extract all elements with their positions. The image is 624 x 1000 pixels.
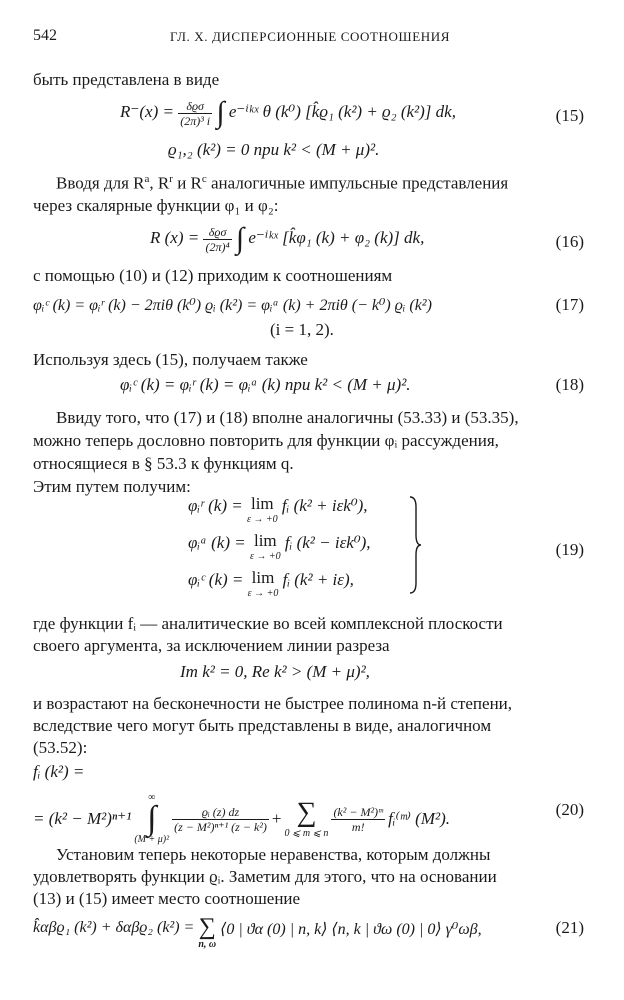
- integral-lower-limit: (M + μ)²: [134, 834, 170, 845]
- equation-15-condition: ϱ₁,₂ (k²) = 0 при k² < (M + μ)².: [168, 140, 380, 159]
- paragraph-line: удовлетворять функции ϱᵢ. Заметим для этого, что на основании: [33, 867, 497, 886]
- cut-line-condition: Im k² = 0, Re k² > (M + μ)²,: [180, 662, 370, 681]
- paragraph-line: Используя здесь (15), получаем также: [33, 350, 308, 369]
- equation-number-21: (21): [555, 918, 584, 937]
- integral-upper-limit: ∞: [148, 792, 156, 803]
- eq20-fraction-2: [331, 805, 385, 834]
- text-fragment: и R: [172, 173, 202, 193]
- equation-20: [33, 792, 450, 846]
- right-brace: [408, 495, 422, 595]
- paragraph-line: Установим теперь некоторые неравенства, которым должны: [56, 845, 491, 864]
- equation-15: [120, 96, 456, 130]
- paragraph-line: относящиеся в § 53.3 к функциям q.: [33, 454, 294, 473]
- text-fragment: , R: [149, 173, 170, 193]
- limit-operator: [247, 496, 278, 528]
- equation-number-18: (18): [555, 375, 584, 394]
- superscript: a: [144, 173, 150, 185]
- page-number: 542: [33, 27, 57, 44]
- superscript: c: [201, 173, 207, 185]
- sum-sign: ∑: [296, 797, 317, 828]
- eq16-fraction: [203, 225, 231, 254]
- eq15-frac-bottom: (2π)³ i: [180, 113, 211, 128]
- eq19-rhs: fᵢ (k² − iεk⁰),: [284, 533, 371, 552]
- eq19-rhs: fᵢ (k² + iεk⁰),: [281, 496, 368, 515]
- eq20-frac2-bottom: m!: [351, 819, 365, 834]
- equation-19-causal: [188, 570, 354, 602]
- lim-subscript: ε → +0: [246, 514, 278, 525]
- paragraph-line: [56, 173, 508, 194]
- eq19-lhs: φᵢᵃ (k) =: [188, 533, 246, 552]
- eq15-integrand: e⁻ⁱᵏˣ θ (k⁰) [k̂ϱ₁ (k²) + ϱ₂ (k²)] dk,: [228, 101, 456, 121]
- eq20-fraction-1: [172, 805, 269, 834]
- paragraph-line: можно теперь дословно повторить для функции φᵢ рассуждения,: [33, 431, 499, 450]
- equation-17: φᵢᶜ (k) = φᵢʳ (k) − 2πiθ (k⁰) ϱᵢ (k²) = φᵢᵃ (k) + 2πiθ (− k⁰) ϱᵢ (k²): [33, 297, 432, 314]
- lim-label: lim: [250, 494, 274, 513]
- superscript: r: [169, 173, 173, 185]
- paragraph-line: (13) и (15) имеет место соотношение: [33, 889, 301, 908]
- eq16-lhs: R (x) =: [150, 227, 200, 247]
- paragraph-line: вследствие чего могут быть представлены в виде, аналогичном: [33, 716, 492, 735]
- eq21-lhs: k̂αβϱ₁ (k²) + δαβϱ₂ (k²) =: [33, 919, 195, 936]
- integral-with-limits: [134, 792, 169, 846]
- paragraph-line: через скалярные функции φ₁ и φ₂:: [33, 196, 279, 215]
- lim-subscript: ε → +0: [249, 551, 281, 562]
- equation-20-lhs: fᵢ (k²) =: [33, 762, 85, 781]
- eq19-lhs: φᵢʳ (k) =: [188, 496, 243, 515]
- eq19-rhs: fᵢ (k² + iε),: [282, 570, 354, 589]
- integral-sign: ∫: [235, 222, 245, 255]
- paragraph-line: (53.52):: [33, 738, 88, 757]
- equation-number-15: (15): [555, 106, 584, 125]
- paragraph-line: своего аргумента, за исключением линии разреза: [33, 636, 390, 655]
- chapter-title: ГЛ. X. ДИСПЕРСИОННЫЕ СООТНОШЕНИЯ: [170, 29, 451, 44]
- equation-number-17: (17): [555, 295, 584, 314]
- eq16-frac-bottom: (2π)⁴: [205, 239, 230, 254]
- sum-lower-limit: 0 ⩽ m ⩽ n: [284, 828, 329, 839]
- integral-sign: ∫: [147, 800, 157, 837]
- text-fragment: Вводя для R: [56, 173, 145, 193]
- paragraph-line: быть представлена в виде: [33, 70, 220, 89]
- paragraph-line: Ввиду того, что (17) и (18) вполне аналогичны (53.33) и (53.35),: [56, 408, 519, 427]
- eq15-fraction: [178, 99, 212, 128]
- plus-sign: +: [271, 809, 282, 828]
- eq15-frac-top: δϱσ: [178, 99, 212, 114]
- equation-19-retarded: [188, 496, 368, 528]
- eq20-frac1-top: ϱᵢ (z) dz: [172, 805, 269, 820]
- eq15-lhs: R⁻(x) =: [120, 101, 174, 121]
- sum-sign: ∑: [198, 914, 216, 940]
- sum-with-limits: [284, 798, 328, 840]
- eq16-integrand: e⁻ⁱᵏˣ [k̂φ₁ (k) + φ₂ (k)] dk,: [248, 227, 425, 247]
- equation-21: [33, 915, 482, 951]
- limit-operator: [248, 570, 279, 602]
- equation-number-20: (20): [555, 800, 584, 819]
- integral-sign: ∫: [216, 96, 225, 129]
- eq20-frac2-top: (k² − M²)ᵐ: [333, 804, 384, 819]
- text-fragment: аналогичные импульсные представления: [206, 173, 509, 193]
- equation-19-advanced: [188, 533, 371, 565]
- equation-18: φᵢᶜ (k) = φᵢʳ (k) = φᵢᵃ (k) при k² < (M + μ)².: [120, 375, 411, 394]
- equation-number-19: (19): [555, 540, 584, 559]
- paragraph-line: где функции fᵢ — аналитические во всей комплексной плоскости: [33, 614, 503, 633]
- equation-number-16: (16): [555, 232, 584, 251]
- paragraph-line: и возрастают на бесконечности не быстрее полинома n-й степени,: [33, 694, 513, 713]
- lim-subscript: ε → +0: [247, 588, 279, 599]
- equation-16: [150, 222, 424, 256]
- paragraph-line: Этим путем получим:: [33, 477, 191, 496]
- eq21-rhs: ⟨0 | ϑα (0) | n, k⟩ ⟨n, k | ϑω (0) | 0⟩ γ⁰ωβ,: [220, 921, 482, 938]
- limit-operator: [250, 533, 281, 565]
- paragraph-line: с помощью (10) и (12) приходим к соотношениям: [33, 266, 393, 285]
- eq20-prefactor: = (k² − M²)ⁿ⁺¹: [33, 809, 132, 828]
- lim-label: lim: [253, 531, 277, 550]
- eq20-frac1-bottom: (z − M²)ⁿ⁺¹ (z − k²): [174, 819, 267, 834]
- eq20-tail: fᵢ⁽ᵐ⁾ (M²).: [388, 809, 450, 828]
- sum-with-limits: [198, 915, 216, 951]
- eq19-lhs: φᵢᶜ (k) =: [188, 570, 244, 589]
- lim-label: lim: [251, 568, 275, 587]
- eq16-frac-top: δϱσ: [203, 225, 231, 240]
- sum-lower-limit: n, ω: [198, 939, 217, 950]
- equation-17-condition: (i = 1, 2).: [270, 320, 334, 339]
